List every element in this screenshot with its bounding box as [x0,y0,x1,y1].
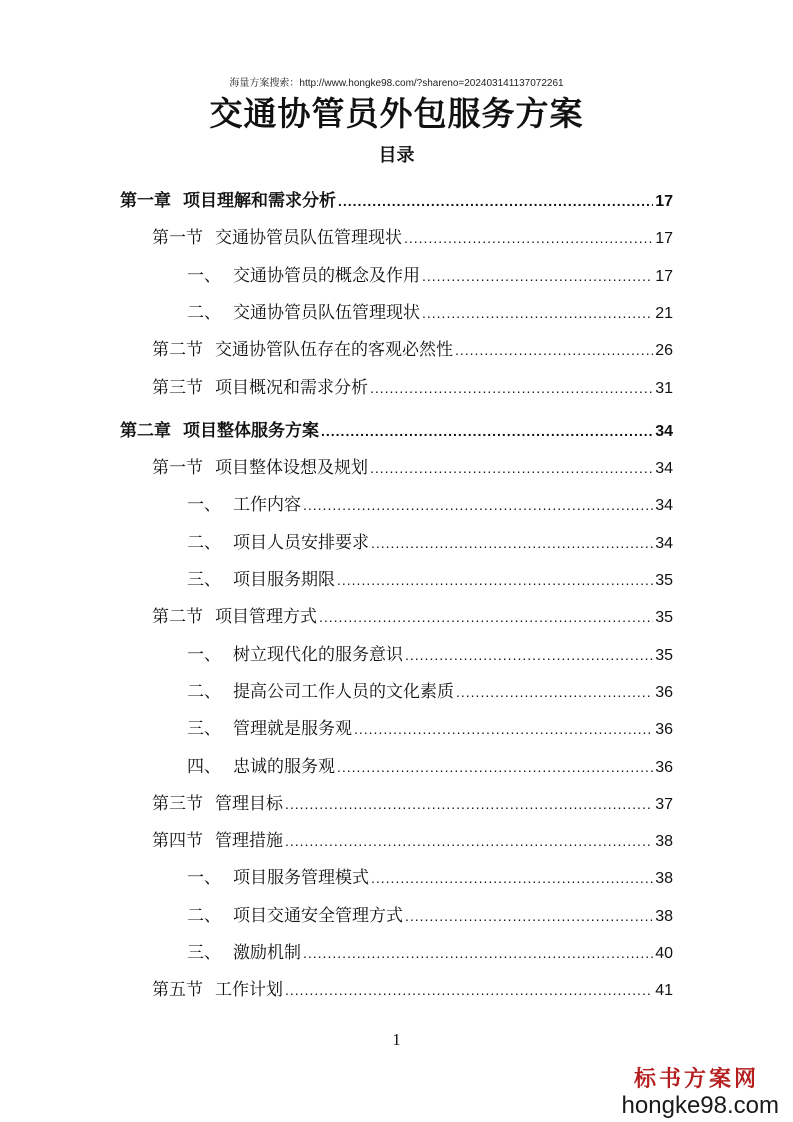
toc-entry-text: 提高公司工作人员的文化素质 [233,681,454,702]
toc-dot-leader [405,901,653,931]
toc-entry[interactable] [187,901,673,931]
toc-entry-text: 项目服务期限 [233,570,335,590]
toc-entry-label [187,261,420,291]
toc-entry-number: 第二节 [152,340,203,361]
toc-entry-page: 41 [655,982,673,1000]
toc-entry-label [187,677,454,707]
toc-entry[interactable] [152,453,673,483]
toc-entry-page: 37 [655,795,673,813]
toc-entry-number: 一、 [187,868,221,889]
toc-entry-label [187,298,420,328]
toc-heading: 目录 [378,145,415,166]
toc-entry-text: 工作内容 [233,495,301,516]
document-title: 交通协管员外包服务方案 [209,94,584,133]
page-number: 1 [392,1030,401,1049]
toc-entry-text: 交通协管员的概念及作用 [233,265,420,286]
toc-entry-number: 第二节 [152,607,203,628]
toc-entry[interactable] [187,298,673,328]
toc-dot-leader [321,416,653,446]
toc-entry-page: 40 [655,945,673,962]
toc-entry[interactable] [120,186,673,216]
search-url-line: 海量方案搜索：http://www.hongke98.com/?shareno=202403141137072261 [229,78,564,89]
toc-dot-leader [371,863,653,893]
toc-entry-label [152,789,283,819]
toc-dot-leader [370,373,653,403]
toc-entry-number: 第一节 [152,458,203,479]
toc-entry[interactable] [187,677,673,707]
toc-entry-page: 36 [655,683,673,701]
toc-entry-number: 三、 [187,719,221,740]
toc-entry-page: 38 [655,833,673,851]
toc-entry-text: 交通协管员队伍管理现状 [233,302,420,323]
toc-entry-page: 35 [655,646,673,664]
toc-entry-number: 一、 [187,265,221,286]
toc-entry-number: 第三节 [152,377,203,398]
toc-entry-label [187,714,352,744]
toc-entry-page: 17 [655,230,673,248]
toc-entry-label [187,938,301,968]
toc-entry-number: 二、 [187,905,221,926]
toc-dot-leader [337,752,653,782]
toc-dot-leader [285,975,653,1005]
toc-dot-leader [354,714,653,744]
toc-entry[interactable] [120,416,673,446]
toc-dot-leader [338,186,653,216]
toc-entry-page: 36 [655,758,673,776]
toc-entry-page: 36 [655,721,673,739]
toc-entry-text: 管理措施 [215,831,283,852]
toc-entry-label [120,416,319,446]
toc-entry-number: 四、 [187,756,221,777]
toc-entry-text: 项目管理方式 [215,607,317,628]
toc-entry-number: 第一章 [120,191,171,211]
toc-entry-label [187,901,403,931]
toc-entry-number: 一、 [187,644,221,665]
toc-dot-leader [422,261,653,291]
toc-dot-leader [405,640,653,670]
toc-entry-text: 项目人员安排要求 [233,532,369,553]
toc-entry-number: 第二章 [120,420,171,441]
toc-entry-number: 第三节 [152,793,203,814]
toc-entry-page: 17 [655,193,673,210]
toc-entry-page: 34 [655,534,673,552]
toc-entry-page: 35 [655,609,673,627]
toc-entry-text: 项目整体服务方案 [183,420,319,441]
toc-entry-label [152,335,453,365]
toc-entry-page: 21 [655,304,673,322]
toc-entry-page: 35 [655,572,673,589]
toc-entry-number: 第四节 [152,831,203,852]
toc-entry-label [152,602,317,632]
toc-entry-text: 项目服务管理模式 [233,868,369,889]
toc-entry[interactable] [152,335,673,365]
toc-entry[interactable] [187,714,673,744]
toc-entry-page: 31 [655,379,673,397]
toc-entry-label [187,528,369,558]
toc-entry-page: 38 [655,870,673,888]
toc-entry[interactable] [187,490,673,520]
toc-entry-page: 26 [655,342,673,360]
toc-entry[interactable] [187,863,673,893]
toc-dot-leader [285,826,653,856]
toc-entry-number: 第一节 [152,228,203,249]
toc-entry-label [187,863,369,893]
toc-entry[interactable] [152,789,673,819]
toc-entry-number: 二、 [187,302,221,323]
toc-entry-label [187,640,403,670]
toc-entry[interactable] [152,975,673,1005]
toc-entry-number: 二、 [187,532,221,553]
toc-entry[interactable] [152,223,673,253]
watermark-name: 标书方案网 [633,1066,759,1092]
toc-entry-text: 项目整体设想及规划 [215,458,368,479]
toc-entry-number: 第五节 [152,980,203,1001]
toc-entry-number: 一、 [187,495,221,516]
toc-entry-number: 二、 [187,681,221,702]
toc-entry-label [187,565,335,595]
toc-dot-leader [371,528,653,558]
toc-dot-leader [285,789,653,819]
toc-entry-label [152,826,283,856]
site-watermark [622,1066,779,1120]
toc-entry-label [120,186,336,216]
toc-entry-text: 管理目标 [215,793,283,814]
toc-entry-page: 17 [655,267,673,285]
toc-entry-text: 忠诚的服务观 [233,756,335,777]
toc-entry-label [152,453,368,483]
toc-entry[interactable] [187,938,673,968]
toc-entry-text: 项目理解和需求分析 [183,191,336,211]
toc-entry-text: 管理就是服务观 [233,719,352,740]
toc-dot-leader [319,602,653,632]
toc-entry-label [152,373,368,403]
toc-dot-leader [370,453,653,483]
toc-entry-label [152,975,283,1005]
toc-entry[interactable] [187,261,673,291]
toc-dot-leader [404,223,653,253]
toc-entry-label [187,752,335,782]
toc-dot-leader [303,938,653,968]
watermark-domain: hongke98.com [621,1092,779,1119]
toc-entry-text: 树立现代化的服务意识 [233,644,403,665]
toc-dot-leader [337,565,653,595]
toc-entry-text: 项目概况和需求分析 [215,377,368,398]
toc-entry[interactable] [152,826,673,856]
toc-entry-number: 三、 [187,943,221,963]
toc-entry-text: 交通协管队伍存在的客观必然性 [215,340,453,361]
toc-dot-leader [303,490,653,520]
toc-entry-page: 34 [655,422,673,440]
toc-entry-text: 交通协管员队伍管理现状 [215,228,402,249]
toc-entry[interactable] [152,373,673,403]
toc-entry-text: 激励机制 [233,943,301,963]
toc-entry[interactable] [152,602,673,632]
toc-entry-page: 34 [655,460,673,478]
toc-entry-label [152,223,402,253]
toc-entry-text: 项目交通安全管理方式 [233,905,403,926]
toc-entry-page: 38 [655,907,673,925]
toc-entry[interactable] [187,640,673,670]
toc-entry[interactable] [187,565,673,595]
toc-entry[interactable] [187,528,673,558]
toc-entry-number: 三、 [187,570,221,590]
toc-entry-label [187,490,301,520]
toc-entry[interactable] [187,752,673,782]
toc-dot-leader [422,298,653,328]
toc-entry-page: 34 [655,497,673,515]
toc-entry-text: 工作计划 [215,980,283,1001]
toc-dot-leader [456,677,653,707]
toc-dot-leader [455,335,653,365]
